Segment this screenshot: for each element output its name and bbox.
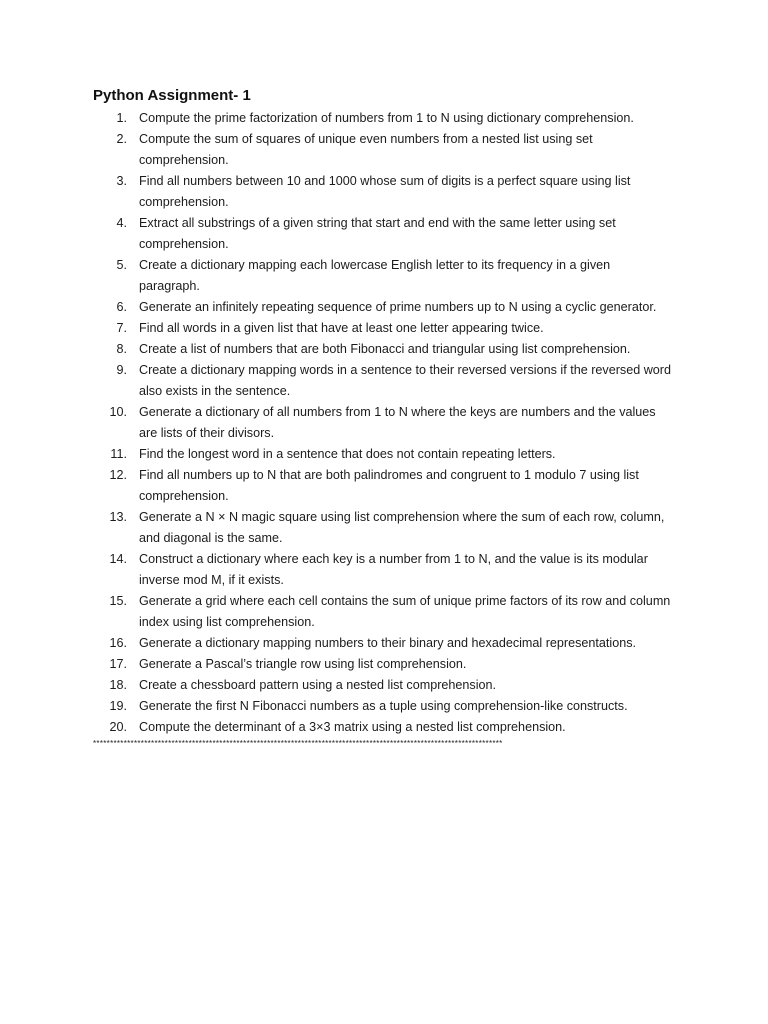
item-text: Create a dictionary mapping each lowercase English letter to its frequency in a given paragraph. [139,258,611,293]
item-text: Compute the prime factorization of numbers from 1 to N using dictionary comprehension. [139,111,634,125]
item-number: 20. [109,720,127,734]
item-number: 7. [116,321,127,335]
asterisk-separator: ************************************************************************************************************************ [93,739,503,748]
list-item [93,444,673,465]
item-number: 2. [116,132,127,146]
item-text: Find all words in a given list that have at least one letter appearing twice. [139,321,544,335]
list-item [93,360,673,402]
item-number: 11. [110,447,127,461]
item-number: 5. [116,258,127,272]
list-item [93,129,673,171]
item-number: 14. [109,552,127,566]
item-number: 12. [109,468,127,482]
item-number: 1. [116,111,127,125]
item-number: 16. [109,636,127,650]
list-item [93,507,673,549]
list-item [93,654,673,675]
item-text: Extract all substrings of a given string that start and end with the same letter using set comprehension. [139,216,616,251]
list-item [93,675,673,696]
item-number: 13. [109,510,127,524]
list-item [93,591,673,633]
item-text: Create a dictionary mapping words in a sentence to their reversed versions if the reversed word also exists in the sentence. [139,363,671,398]
item-text: Create a chessboard pattern using a nested list comprehension. [139,678,497,692]
list-item [93,213,673,255]
list-item [93,696,673,717]
item-number: 3. [116,174,127,188]
item-number: 19. [109,699,127,713]
item-text: Generate a dictionary of all numbers from 1 to N where the keys are numbers and the values are lists of their divisors. [139,405,656,440]
item-text: Generate an infinitely repeating sequence of prime numbers up to N using a cyclic generator. [139,300,657,314]
item-text: Create a list of numbers that are both Fibonacci and triangular using list comprehension. [139,342,631,356]
list-item [93,465,673,507]
item-number: 8. [116,342,127,356]
assignment-list [93,108,673,738]
item-number: 10. [109,405,127,419]
list-item [93,318,673,339]
list-item [93,255,673,297]
page-title: Python Assignment- 1 [93,87,251,104]
list-item [93,339,673,360]
item-number: 4. [116,216,127,230]
item-number: 15. [109,594,127,608]
item-text: Find all numbers between 10 and 1000 whose sum of digits is a perfect square using list comprehension. [139,174,631,209]
list-item [93,633,673,654]
item-text: Generate a grid where each cell contains the sum of unique prime factors of its row and column index using list comprehension. [139,594,671,629]
item-number: 18. [109,678,127,692]
list-item [93,549,673,591]
item-text: Compute the determinant of a 3×3 matrix using a nested list comprehension. [139,720,566,734]
item-text: Generate the first N Fibonacci numbers as a tuple using comprehension-like constructs. [139,699,628,713]
list-item [93,402,673,444]
list-item [93,108,673,129]
item-number: 6. [116,300,127,314]
item-text: Generate a dictionary mapping numbers to their binary and hexadecimal representations. [139,636,637,650]
item-text: Generate a N × N magic square using list comprehension where the sum of each row, column, and diagonal is the same. [139,510,665,545]
list-item [93,171,673,213]
item-number: 17. [109,657,127,671]
item-text: Find all numbers up to N that are both palindromes and congruent to 1 modulo 7 using list comprehension. [139,468,639,503]
item-number: 9. [116,363,127,377]
item-text: Construct a dictionary where each key is a number from 1 to N, and the value is its modular inverse mod M, if it exists. [139,552,648,587]
document-page [93,86,673,749]
list-item [93,717,673,738]
item-text: Compute the sum of squares of unique even numbers from a nested list using set comprehension. [139,132,593,167]
item-text: Generate a Pascal’s triangle row using list comprehension. [139,657,467,671]
list-item [93,297,673,318]
item-text: Find the longest word in a sentence that does not contain repeating letters. [139,447,556,461]
